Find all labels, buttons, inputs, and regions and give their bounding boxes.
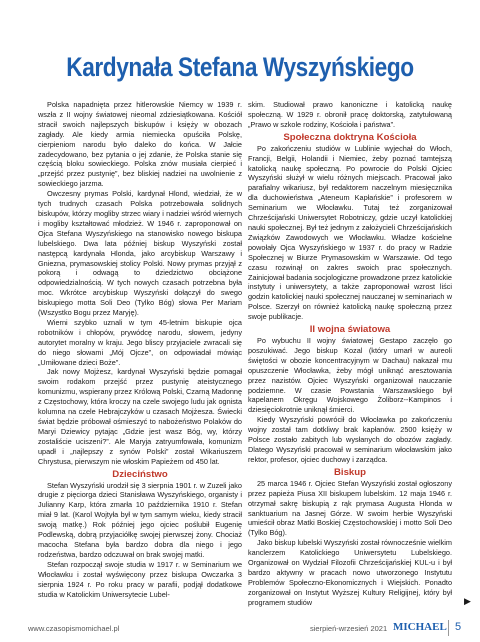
body-paragraph: skim. Studiował prawo kanoniczne i katolicką naukę społeczną. W 1929 r. obronił pracę doktorską, zatytułowaną „Prawo w szkole rodziny, Kościoła i państwa”.	[248, 100, 452, 129]
body-paragraph: Stefan Wyszyński urodził się 3 sierpnia 1901 r. w Zuzeli jako drugie z pięciorga dzieci Stanisława Wyszyńskiego, organisty i Julianny Karp, która zmarła 10 października 1910 r. Stefan miał 9 lat. (Karol Wojtyła był w tym samym wieku, kiedy stracił swoją matkę.) Rok później jego ojciec poślubił Eugenię Podlewską, dobrą przyjaciółkę swojej pierwszej żony. Chociaż macocha Stefana była bardzo dobra dla niego i jego rodzeństwa, bardzo odczuwał on brak swojej matki.	[38, 480, 242, 559]
body-paragraph: Jako biskup lubelski Wyszyński został równocześnie wielkim kanclerzem Katolickiego Uniwersytetu Lubelskiego. Organizował on Wydział Filozofii Chrześcijańskiej KUL-u i był bardzo aktywny w pracach nowo utworzonego Instytutu Problemów Społeczno-Ekonomicznych i Wiejskich. Ponadto zorganizował on Instytut Wyższej Kultury Religijnej, który był programem studiów	[248, 538, 452, 607]
body-paragraph: Kiedy Wyszyński powrócił do Włocławka po zakończeniu wojny został tam dotkliwy brak kapłanów. 2500 księży w Polsce zostało zabitych lub wysłanych do obozów zagłady. Dlatego Wyszyński pracował w seminarium włocławskim jako rektor, profesor, ojciec duchowy i zarządca.	[248, 415, 452, 464]
section-heading: Dzieciństwo	[112, 468, 168, 480]
body-paragraph: Stefan rozpoczął swoje studia w 1917 r. w Seminarium we Włocławku i został wyświęcony przez biskupa Owczarka 3 sierpnia 1924 r. Po roku pracy w parafii, podjął dodatkowe studia w Katolickim Uniwersytecie Lubel-	[38, 559, 242, 599]
section-heading: Społeczna doktryna Kościoła	[283, 131, 417, 143]
body-paragraph: Polska napadnięta przez hitlerowskie Niemcy w 1939 r. wszła z II wojny światowej nieomal zdziesiątkowana. Kościół stracił swoich najlepszych biskupów i księży w obozach zagłady. Ale kiedy armia niemiecka opuściła Polskę, cierpieniom narodu było daleko do końca. W Jałcie zadecydowano, bez pytania o jej zdanie, że Polska stanie się częścią bloku sowieckiego. Polska znów musiała cierpieć i „przejść przez pustynię”, bez bliskiej nadziei na uwolnienie z sowieckiego jarzma.	[38, 100, 242, 189]
body-paragraph: Po zakończeniu studiów w Lublinie wyjechał do Włoch, Francji, Belgii, Holandii i Niemiec, żeby poznać tamtejszą katolicką naukę społeczną. Po powrocie do Polski Ojciec Wyszyński służył w wielu różnych miejscach. Pracował jako parafialny wikariusz, był redaktorem naczelnym miesięcznika dla duchowieństwa „Ateneum Kapłańskie” i profesorem w Seminarium we Włocławku. Tutaj też zorganizował Chrześcijański Uniwersytet Robotniczy, gdzie uczył katolickiej nauki społecznej. Był też jednym z założycieli Chrześcijańskich Związków Zawodowych we Włocławku. Władze kościelne powołały Ojca Wyszyńskiego w 1937 r. do pracy w Radzie Społecznej w Biurze Prymasowskim w Warszawie. Od tego czasu rozwinął on zakres swoich prac społecznych. Zainicjował badania socjologiczne prowadzone przez katolickie instytuty i uniwersytety, a także zaproponował wzrost liści godzin katolickiej nauki społecznej nauczanej w seminariach w Polsce. Szerzył on również katolicką naukę społeczną przez swoje publikacje.	[248, 143, 452, 322]
footer-issue-date: sierpień-wrzesień 2021	[310, 624, 388, 633]
body-paragraph: Owczesny prymas Polski, kardynał Hlond, wiedział, że w tych trudnych czasach Polska potrzebowała solidnych biskupów, którzy mogliby strzec wiary i nadziei wśród wiernych i mogliby kształtować młodzież. W 1946 r. zaproponował on Ojca Stefana Wyszyńskiego na stanowisko nowego biskupa lubelskiego. Dwa lata później biskup Wyszyński został następcą kardynała Hlonda, jako arcybiskup Warszawy i Gniezna, prymasowskiej stolicy Polski. Nowy prymas przyjął z pokorą i odwagą to dziedzictwo obciążone odpowiedzialnością. W tych nowych czasach potrzebna była moc. Wkrótce arcybiskup Wyszyński dołączył do swego biskupiego motta Soli Deo (Tylko Bóg) słowa Per Mariam (Wszystko Bogu przez Maryję).	[38, 189, 242, 318]
section-heading: Biskup	[334, 466, 366, 478]
body-paragraph: Jak nowy Mojżesz, kardynał Wyszyński będzie pomagał swoim rodakom przejść przez pustynię ateistycznego komunizmu, wspierany przez Królową Polski, Czarną Madonnę z Częstochowy, która kroczy na czele swojego ludu jak ognista kolumna na czele Hebrajczyków u czasach Mojżesza. Świecki świat będzie próbował ośmieszyć to nabożeństwo Polaków do Maryi Dziewicy pytając „Gdzie jest wasz Bóg, wy, którzy zostaliście uciszeni?”. Ale Maryja zatryumfowała, komunizm upadł i „najlepszy z synów Polski” został Wikariuszem Chrystusa, pierwszym nie włoskim Papieżem od 450 lat.	[38, 367, 242, 466]
page-footer	[0, 620, 480, 642]
footer-magazine-name: MICHAEL	[393, 621, 447, 633]
footer-divider	[448, 620, 449, 636]
footer-website-link[interactable]: www.czasopismomichael.pl	[28, 624, 120, 633]
body-paragraph: Wierni szybko uznali w tym 45-letnim biskupie ojca robotników i chłopów, prywódcę narodu, słowem, jedyny autorytet moralny w kraju. Jego bliscy przyjaciele zwracali się do niego słowami „Mój Ojcze”, on odpowiadał mówiąc „Umiłowane dzieci Boże”.	[38, 317, 242, 367]
right-text-column	[248, 100, 452, 615]
continue-arrow-icon: ▶	[464, 596, 471, 606]
section-heading: II wojna światowa	[309, 324, 391, 336]
left-text-column	[38, 100, 242, 615]
body-paragraph: 25 marca 1946 r. Ojciec Stefan Wyszyński został ogłoszony przez papieża Piusa XII biskupem lubelskim. 12 maja 1946 r. otrzymał sakrę biskupią z rąk prymasa Augusta Hlonda w sanktuarium na Jasnej Górze. W swoim herbie Wyszyński umieścił obraz Matki Boskiej Częstochowskiej i motto Soli Deo (Tylko Bóg).	[248, 478, 452, 538]
body-paragraph: Po wybuchu II wojny światowej Gestapo zaczęło go poszukiwać. Jego biskup Kozal (który umarł w aureoli świętości w obozie koncentracyjnym w Dachau) nakazał mu opuszczenie Włocławka, żeby mógł uniknąć aresztowania przez nazistów. Ojciec Wyszyński organizował nauczanie podziemne. W czasie Powstania Warszawskiego był kapelanem Okręgu Wojskowego Żoliborz--Kampinos i dziesięciokrotnie uniknął śmierci.	[248, 336, 452, 415]
page-number: 5	[455, 621, 462, 633]
article-headline: Kardynała Stefana Wyszyńskiego	[66, 52, 414, 82]
